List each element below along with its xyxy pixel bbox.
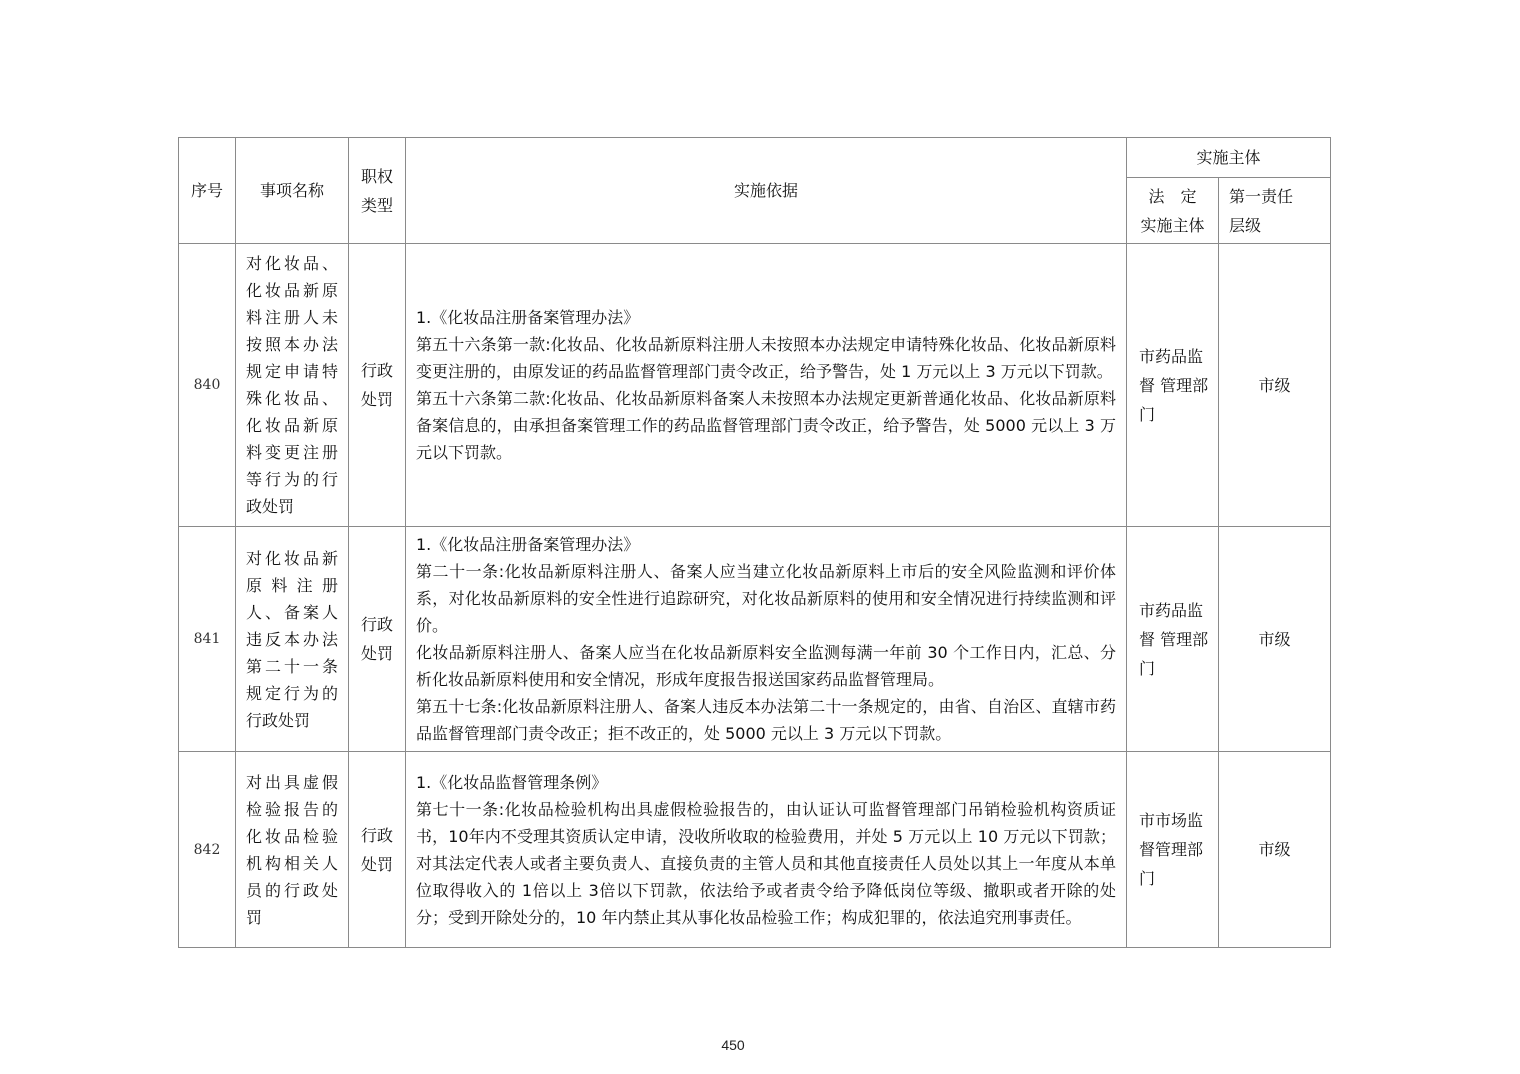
- header-legal-subject: 法 定 实施主体: [1127, 178, 1219, 244]
- basis-line: 1.《化妆品监督管理条例》: [416, 772, 608, 792]
- header-row-1: [179, 138, 1331, 178]
- table-row: [179, 527, 1331, 752]
- row-legal-subject: 市市场监督管理部门: [1127, 752, 1219, 948]
- header-item-name: 事项名称: [236, 138, 349, 244]
- basis-line: 1.《化妆品注册备案管理办法》: [416, 308, 640, 327]
- row-power-type: 行政 处罚: [349, 244, 406, 527]
- basis-line: 第二十一条:化妆品新原料注册人、备案人应当建立化妆品新原料上市后的安全风险监测和评价体系，对化妆品新原料的安全性进行追踪研究，对化妆品新原料的使用和安全情况进行持续监测和评价。: [416, 562, 1116, 635]
- header-power-type: 职权 类型: [349, 138, 406, 244]
- row-seq: 841: [179, 527, 236, 752]
- authority-table: [178, 137, 1331, 948]
- row-seq: 842: [179, 752, 236, 948]
- row-basis: [406, 244, 1127, 527]
- basis-line: 第七十一条:化妆品检验机构出具虚假检验报告的，由认证认可监督管理部门吊销检验机构资质证书，10年内不受理其资质认定申请，没收所收取的检验费用，并处 5 万元以上 10 万元以下罚款；对其法定代表人或者主要负责人、直接负责的主管人员和其他直接责任人员处以其上一年度从本单位取得收入的 1倍以上 3倍以下罚款，依法给予或者责令给予降低岗位等级、撤职或者开除的处分；受到开除处分的，10 年内禁止其从事化妆品检验工作；构成犯罪的，依法追究刑事责任。: [416, 799, 1116, 927]
- basis-line: 第五十六条第二款:化妆品、化妆品新原料备案人未按照本办法规定更新普通化妆品、化妆品新原料备案信息的，由承担备案管理工作的药品监督管理部门责令改正，给予警告，处 5000 元以上 3 万元以下罚款。: [416, 389, 1116, 462]
- row-item-name: 对出具虚假检验报告的化妆品检验机构相关人员的行政处罚: [236, 752, 349, 948]
- row-first-level: 市级: [1219, 244, 1331, 527]
- row-first-level: 市级: [1219, 752, 1331, 948]
- row-item-name: 对化妆品、化妆品新原料注册人未按照本办法规定申请特殊化妆品、化妆品新原料变更注册等行为的行政处罚: [236, 244, 349, 527]
- basis-line: 化妆品新原料注册人、备案人应当在化妆品新原料安全监测每满一年前 30 个工作日内，汇总、分析化妆品新原料使用和安全情况，形成年度报告报送国家药品监督管理局。: [416, 643, 1116, 689]
- basis-line: 第五十七条:化妆品新原料注册人、备案人违反本办法第二十一条规定的，由省、自治区、直辖市药品监督管理部门责令改正；拒不改正的，处 5000 元以上 3 万元以下罚款。: [416, 697, 1116, 743]
- row-basis: [406, 752, 1127, 948]
- basis-line: 第五十六条第一款:化妆品、化妆品新原料注册人未按照本办法规定申请特殊化妆品、化妆品新原料变更注册的，由原发证的药品监督管理部门责令改正，给予警告，处 1 万元以上 3 万元以下罚款。: [416, 335, 1116, 381]
- row-legal-subject: 市药品监督 管理部门: [1127, 527, 1219, 752]
- header-seq: 序号: [179, 138, 236, 244]
- row-basis: [406, 527, 1127, 752]
- page-number: 450: [721, 1037, 745, 1053]
- row-power-type: 行政 处罚: [349, 527, 406, 752]
- header-first-level: 第一责任 层级: [1219, 178, 1331, 244]
- row-seq: 840: [179, 244, 236, 527]
- row-first-level: 市级: [1219, 527, 1331, 752]
- table-row: [179, 244, 1331, 527]
- row-item-name: 对化妆品新原 料 注 册人、备案人违反本办法第二十一条规定行为的行政处罚: [236, 527, 349, 752]
- basis-line: 1.《化妆品注册备案管理办法》: [416, 535, 640, 554]
- table-row: [179, 752, 1331, 948]
- row-power-type: 行政 处罚: [349, 752, 406, 948]
- header-basis: 实施依据: [406, 138, 1127, 244]
- header-subject-group: 实施主体: [1127, 138, 1331, 178]
- row-legal-subject: 市药品监督 管理部门: [1127, 244, 1219, 527]
